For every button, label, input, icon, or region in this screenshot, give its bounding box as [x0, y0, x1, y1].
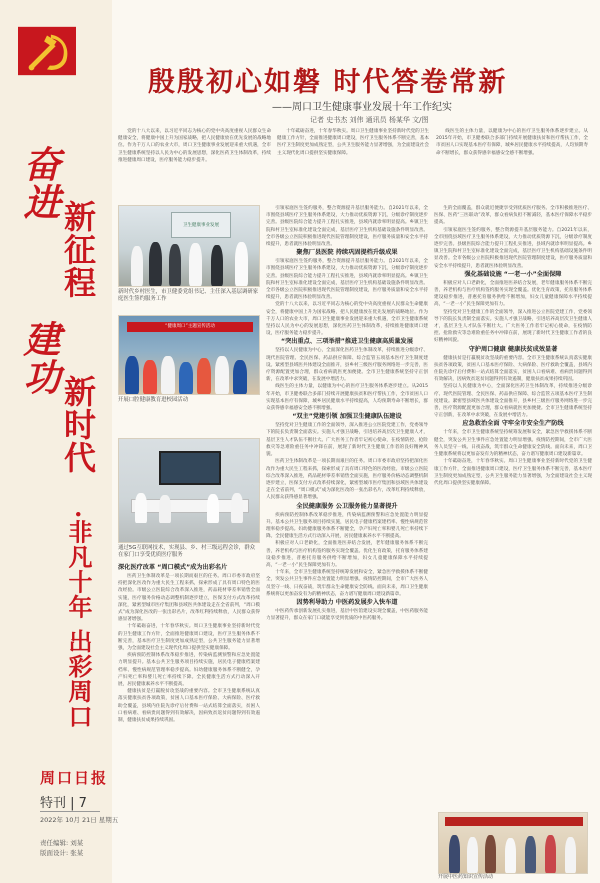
slogan-jiangong: 建功	[17, 320, 61, 396]
doctor	[207, 494, 219, 523]
doctor	[231, 493, 243, 523]
event-banner	[445, 817, 583, 826]
body-paragraph: 引领家庭医生签约服务，整合资源提升基层服务能力。自2021年以来，全市围绕县域医疗卫生服务体系建设，大力推动优质资源下沉，分级诊疗制度逐步完善。县级医院综合能力提升工程扎实推进，县域内就诊率明显提高。乡镇卫生院和村卫生室标准化建设全面完成，基层医疗卫生机构基础设施条件明显改善。全市各级公立医院积极推进现代医院管理制度建设，医疗服务质量和安全水平持续提升，患者就医体验明显改善。	[266, 206, 428, 248]
body-paragraph: 十年砥砺奋进，十年春华秋实。周口卫生健康事业坚持新时代党的卫生健康工作方针，全面推进健康周口建设，医疗卫生服务体系不断完善，基本医疗卫生制度更加成熟定型，公共卫生服务能力显著增强，为全面建设社会主义现代化周口提供坚实健康保障。	[118, 624, 260, 652]
intro-paragraph: 党的十八大以来，以习近平同志为核心的党中央高度重视人民群众生命健康安全，将健康中国上升为国家战略，把人民健康放在优先发展的战略地位。作为千万人口的农业大市，周口卫生健康事业发展迎来重大机遇，全市卫生健康系统坚持以人民为中心的发展思想，深化医药卫生体制改革，持续推进健康周口建设，医疗服务能力稳步提升。	[118, 129, 271, 163]
body-paragraph: 党的十八大以来，以习近平同志为核心的党中央高度重视人民群众生命健康安全，将健康中国上升为国家战略，把人民健康放在优先发展的战略地位。作为千万人口的农业大市，周口卫生健康事业发展迎来重大机遇，全市卫生健康系统坚持以人民为中心的发展思想，深化医药卫生体制改革，持续推进健康周口建设，医疗服务能力稳步提升。	[266, 302, 428, 337]
body-paragraph: 疾病预防控制体系改革稳步推进，传染病监测预警和应急处置能力明显提升。基本公共卫生服务项目持续实施，居民电子健康档案建档率、慢性病规范管理率稳步提高。妇幼健康服务体系不断健全，孕产妇死亡率和婴儿死亡率持续下降。全民健康生活方式行动深入开展，居民健康素养水平不断提高。	[266, 512, 428, 540]
body-paragraph: 线医生的主体力量，以健康为中心的医疗卫生服务体系逐步建立。从2015年开始，市卫健委联合多部门持续开展健康扶贫和医疗帮扶工作，全市贫困人口实现基本医疗有保障，城乡居民健康水平持续提高，人均预期寿命不断增长，群众获得感幸福感安全感不断增强。	[266, 384, 428, 412]
person	[235, 242, 248, 286]
section-heading-right-1: 强化基础设施 “一老一小”全面保障	[464, 270, 562, 278]
photo-tcm-promotion	[438, 812, 588, 874]
section-heading-mid-2: “突出重点、三项举措”推进卫生健康高质量发展	[281, 338, 413, 346]
body-paragraph: 积极应对人口老龄化，全面推进医养结合发展，老年健康服务体系不断完善，养老机构与医疗机构签约服务实现全覆盖。优化生育政策，托育服务体系建设稳步推进，普惠托育服务供给不断增加，妇女儿童健康保障水平持续提高，“一老一小”民生保障更加有力。	[266, 541, 428, 568]
event-banner	[127, 322, 253, 332]
newspaper-logo: 周口日报	[40, 769, 109, 787]
section-heading-mid-5: 因势利导助力 中医药发展步入快车道	[296, 598, 398, 606]
child	[197, 358, 211, 394]
video-screen	[159, 451, 221, 485]
person	[189, 243, 202, 286]
child	[215, 356, 229, 394]
staff-designer: 版面设计: 张某	[40, 849, 84, 858]
body-paragraph: 医药卫生体制改革是一项长期而艰巨的任务。周口市委市政府坚持把深化医改作为重大民生工程来抓，探索形成了具有周口特色的医改经验。市级公立医院综合改革深入推进，药品耗材零差率销售全面实施，医疗服务价格动态调整机制逐步建立，医保支付方式改革持续深化，紧密型城市医疗集团和县域医共体建设走在全省前列，“周口模式”成为深化医改的一张出彩名片，改革红利持续释放，人民群众获得感显著增强。	[118, 574, 260, 623]
section-heading-mid-3: “双主”党建引领 加强卫生健康队伍建设	[292, 413, 402, 421]
child	[161, 356, 175, 394]
slogan-xinzhengcheng: 新征程	[59, 200, 97, 299]
body-paragraph: 十年来，全市卫生健康系统坚持统筹发展和安全，紧急医学救援体系不断健全，突发公共卫生事件应急处置能力明显增强。疫情防控期间，全市广大医务人员坚守一线、日夜奋战，筑牢群众生命健康安全防线。面向未来，周口卫生健康系统将以更加奋发有为的精神状态，奋力谱写健康周口建设新篇章。	[434, 430, 592, 458]
clinic-sign-text: 卫生健康事业发展	[183, 223, 219, 228]
person	[131, 246, 143, 286]
body-paragraph: 健康扶贫是打赢脱贫攻坚战的重要内容。全市卫生健康系统认真落实健康扶贫各项政策，贫困人口基本医疗保险、大病保险、医疗救助全覆盖，县域内住院先诊疗后付费和一站式结算全面落实，贫困人口看病难、看病贵问题得到有效解决，因病致贫返贫问题得到有效遏制，健康扶贫成果持续巩固。	[118, 689, 260, 724]
body-paragraph: 引领家庭医生签约服务，整合资源提升基层服务能力。自2021年以来，全市围绕县域医疗卫生服务体系建设，大力推动优质资源下沉，分级诊疗制度逐步完善。县级医院综合能力提升工程扎实推进，县域内就诊率明显提高。乡镇卫生院和村卫生室标准化建设全面完成，基层医疗卫生机构基础设施条件明显改善。全市各级公立医院积极推进现代医院管理制度建设，医疗服务质量和安全水平持续提升，患者就医体验明显改善。	[434, 227, 592, 269]
party-emblem-icon	[18, 26, 76, 76]
body-paragraph: 坚持党对卫生健康工作的全面领导，深入推进公立医院党建工作，党委领导下的院长负责制全面落实。实施人才强卫战略，引进培养高层次卫生健康人才，基层卫生人才队伍不断壮大。广大医务工作者牢记初心使命，在疫情防控、抢险救灾等急难险重任务中冲锋在前，展现了新时代卫生健康工作者的良好精神风貌。	[434, 309, 592, 344]
photo-doctor-visit	[118, 205, 260, 287]
person	[505, 838, 516, 873]
body-paragraph: 生的全面覆盖，群众就近便捷享受到优质医疗服务。全市积极推进医疗、医保、医药“三医联动”改革，群众看病负担不断减轻，基本医疗保障水平稳步提高。	[434, 206, 592, 226]
section-heading-mid-1: 聚焦厂县医院 持续巩固提档升级成果	[296, 249, 398, 257]
body-paragraph: 十年砥砺奋进，十年春华秋实。周口卫生健康事业坚持新时代党的卫生健康工作方针，全面推进健康周口建设，医疗卫生服务体系不断完善，基本医疗卫生制度更加成熟定型，公共卫生服务能力显著增强，为全面建设社会主义现代化周口提供坚实健康保障。	[434, 459, 592, 486]
body-paragraph: 引领家庭医生签约服务，整合资源提升基层服务能力。自2021年以来，全市围绕县域医疗卫生服务体系建设，大力推动优质资源下沉，分级诊疗制度逐步完善。县级医院综合能力提升工程扎实推进，县域内就诊率明显提高。乡镇卫生院和村卫生室标准化建设全面完成，基层医疗卫生机构基础设施条件明显改善。全市各级公立医院积极推进现代医院管理制度建设，医疗服务质量和安全水平持续提升，患者就医体验明显改善。	[266, 259, 428, 301]
body-paragraph: 健康扶贫是打赢脱贫攻坚战的重要内容。全市卫生健康系统认真落实健康扶贫各项政策，贫困人口基本医疗保险、大病保险、医疗救助全覆盖，县域内住院先诊疗后付费和一站式结算全面落实，贫困人口看病难、看病贵问题得到有效解决，因病致贫返贫问题得到有效遏制，健康扶贫成果持续巩固。	[434, 355, 592, 383]
person	[545, 835, 556, 873]
article-byline: 记者 史书杰 刘伟 通讯员 杨某华 文/图	[310, 116, 429, 124]
intro-column-2	[277, 128, 429, 198]
doctor	[135, 493, 147, 523]
intro-paragraph: 十年砥砺奋进，十年春华秋实。周口卫生健康事业坚持新时代党的卫生健康工作方针，全面推进健康周口建设，医疗卫生服务体系不断完善，基本医疗卫生制度更加成熟定型，公共卫生服务能力显著增强，为全面建设社会主义现代化周口提供坚实健康保障。	[277, 129, 429, 156]
issue-date: 2022年 10月 21日 星期五	[40, 816, 119, 824]
section-heading-mid-4: 全民健康服务 公卫服务能力显著提升	[296, 502, 398, 510]
person	[565, 837, 576, 873]
slogan-fenjin: 奋进	[17, 145, 61, 221]
doctor	[159, 495, 171, 523]
body-paragraph: 疾病预防控制体系改革稳步推进，传染病监测预警和应急处置能力明显提升。基本公共卫生服务项目持续实施，居民电子健康档案建档率、慢性病规范管理率稳步提高。妇幼健康服务体系不断健全，孕产妇死亡率和婴儿死亡率持续下降。全民健康生活方式行动深入开展，居民健康素养水平不断提高。	[118, 653, 260, 688]
person	[169, 244, 181, 286]
section-heading-right-3: 应急救治全面 守牢全市安全生产防线	[462, 420, 564, 428]
intro-column-1	[118, 128, 271, 198]
body-paragraph: 坚持党对卫生健康工作的全面领导，深入推进公立医院党建工作，党委领导下的院长负责制全面落实。实施人才强卫战略，引进培养高层次卫生健康人才，基层卫生人才队伍不断壮大。广大医务工作者牢记初心使命，在疫情防控、抢险救灾等急难险重任务中冲锋在前，展现了新时代卫生健康工作者的良好精神风貌。	[266, 423, 428, 458]
middle-body-column	[266, 205, 428, 873]
article-subheadline: ——周口卫生健康事业发展十年工作纪实	[272, 102, 452, 113]
child	[125, 356, 139, 394]
section-heading-right-2: 守护周口健康 健康扶贫成效显著	[468, 345, 558, 353]
intro-paragraph: 线医生的主体力量，以健康为中心的医疗卫生服务体系逐步建立。从2015年开始，市卫健委联合多部门持续开展健康扶贫和医疗帮扶工作，全市贫困人口实现基本医疗有保障，城乡居民健康水平持续提高，人均预期寿命不断增长，群众获得感幸福感安全感不断增强。	[436, 129, 588, 156]
intro-column-3	[436, 128, 588, 198]
page-section: 特刊 | 7	[40, 796, 87, 811]
article-headline: 殷殷初心如磐 时代答卷常新	[148, 67, 508, 98]
slogan-xinshidai: 新时代	[59, 375, 97, 474]
staff-credits	[40, 838, 83, 859]
person	[449, 835, 460, 873]
body-paragraph: 坚持以人民健康为中心，全面深化医药卫生体制改革，持续推进分级诊疗、现代医院管理、全民医保、药品供应保障、综合监管五项基本医疗卫生制度建设。紧密型县域医共体建设全面推开，县乡村三级医疗服务网络进一步完善，医疗资源配置更加合理，群众看病就医更加便捷。全市卫生健康系统坚持守正创新，在改革中求突破，在发展中增活力。	[434, 384, 592, 419]
body-paragraph: 坚持以人民健康为中心，全面深化医药卫生体制改革，持续推进分级诊疗、现代医院管理、全民医保、药品供应保障、综合监管五项基本医疗卫生制度建设。紧密型县域医共体建设全面推开，县乡村三级医疗服务网络进一步完善，医疗资源配置更加合理，群众看病就医更加便捷。全市卫生健康系统坚持守正创新，在改革中求突破，在发展中增活力。	[266, 348, 428, 383]
body-paragraph: 十年来，全市卫生健康系统坚持统筹发展和安全，紧急医学救援体系不断健全，突发公共卫生事件应急处置能力明显增强。疫情防控期间，全市广大医务人员坚守一线、日夜奋战，筑牢群众生命健康安全防线。面向未来，周口卫生健康系统将以更加奋发有为的精神状态，奋力谱写健康周口建设新篇章。	[266, 570, 428, 597]
person	[467, 837, 478, 873]
person	[149, 242, 162, 286]
divider	[40, 811, 100, 812]
person	[485, 835, 496, 873]
left-body-column	[118, 573, 260, 873]
photo-telemedicine	[118, 438, 260, 543]
child	[179, 362, 193, 394]
photo-caption-1: 新时代乡村医生，市卫健委党组书记、主任深入基层调研家庭医生签约服务工作	[118, 289, 259, 302]
child	[143, 360, 157, 394]
right-body-column	[434, 205, 592, 811]
body-paragraph: 中医药传承创新发展扎实推进，基层中医馆建设实现全覆盖，中医药服务能力显著提升，群众在家门口就能享受到优质的中医药服务。	[266, 608, 428, 622]
photo-school-children	[118, 315, 260, 395]
photo-caption-2: 开展口腔健康教育进校园活动	[118, 397, 189, 403]
body-paragraph: 医药卫生体制改革是一项长期而艰巨的任务。周口市委市政府坚持把深化医改作为重大民生工程来抓，探索形成了具有周口特色的医改经验。市级公立医院综合改革深入推进，药品耗材零差率销售全面实施，医疗服务价格动态调整机制逐步建立，医保支付方式改革持续深化，紧密型城市医疗集团和县域医共体建设走在全省前列，“周口模式”成为深化医改的一张出彩名片，改革红利持续释放，人民群众获得感显著增强。	[266, 459, 428, 501]
body-paragraph: 积极应对人口老龄化，全面推进医养结合发展，老年健康服务体系不断完善，养老机构与医疗机构签约服务实现全覆盖。优化生育政策，托育服务体系建设稳步推进，普惠托育服务供给不断增加，妇女儿童健康保障水平持续提高，“一老一小”民生保障更加有力。	[434, 280, 592, 308]
photo-caption-4: 开展中医药知识宣传活动	[438, 874, 494, 880]
slogan-feifan-shinian: ·非凡十年 出彩周口	[64, 510, 93, 729]
event-banner-text: “健康周口”主题宣传活动	[165, 324, 215, 329]
person	[211, 245, 223, 286]
staff-editor: 责任编辑: 刘某	[40, 839, 84, 847]
photo-caption-3: 通过5G互联网技术，实现县、乡、村三级远程会诊，群众在家门口享受优质医疗服务	[118, 545, 255, 558]
clinic-sign	[171, 212, 231, 238]
child	[233, 360, 247, 394]
section-heading-left: 深化医疗改革 “周口模式”成为出彩名片	[118, 564, 228, 571]
person	[525, 836, 536, 873]
